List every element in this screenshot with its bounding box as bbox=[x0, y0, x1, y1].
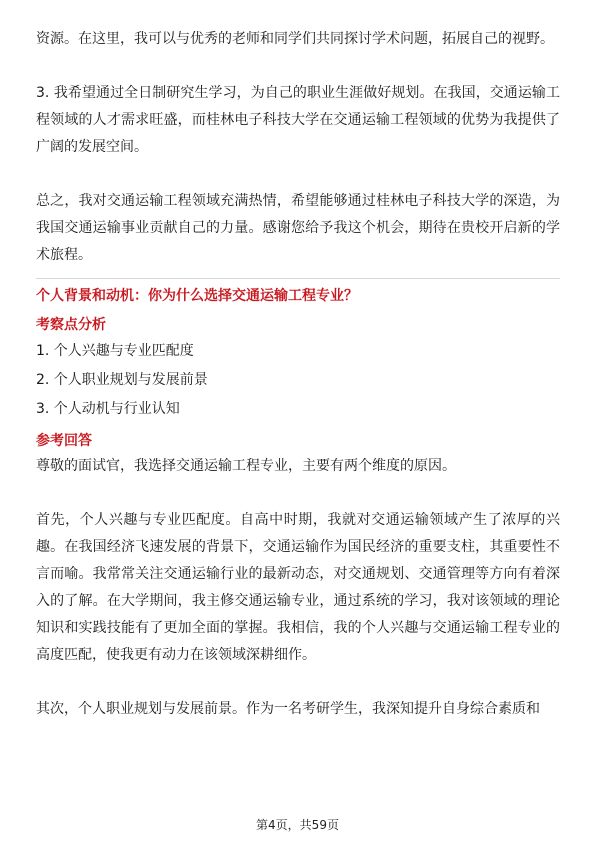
paragraph-conclusion: 总之，我对交通运输工程领域充满热情，希望能够通过桂林电子科技大学的深造，为我国交通运输事业贡献自己的力量。感谢您给予我这个机会，期待在贵校开启新的学术旅程。 bbox=[36, 193, 560, 263]
answer-heading: 参考回答 bbox=[36, 433, 92, 449]
paragraph-resources: 资源。在这里，我可以与优秀的老师和同学们共同探讨学术问题，拓展自己的视野。 bbox=[36, 31, 554, 47]
page-content bbox=[36, 26, 560, 723]
analysis-point: 1. 个人兴趣与专业匹配度 bbox=[36, 343, 194, 359]
analysis-heading: 考察点分析 bbox=[36, 317, 106, 333]
answer-paragraph-interest: 首先，个人兴趣与专业匹配度。自高中时期，我就对交通运输领域产生了浓厚的兴趣。在我国经济飞速发展的背景下，交通运输作为国民经济的重要支柱，其重要性不言而喻。我常常关注交通运输行业的最新动态，对交通规划、交通管理等方向有着深入的了解。在大学期间，我主修交通运输专业，通过系统的学习，我对该领域的理论知识和实践技能有了更加全面的掌握。我相信，我的个人兴趣与交通运输工程专业的高度匹配，使我更有动力在该领域深耕细作。 bbox=[36, 512, 560, 663]
answer-greeting: 尊敬的面试官，我选择交通运输工程专业，主要有两个维度的原因。 bbox=[36, 458, 456, 474]
paragraph-career-plan: 3. 我希望通过全日制研究生学习，为自己的职业生涯做好规划。在我国，交通运输工程领域的人才需求旺盛，而桂林电子科技大学在交通运输工程领域的优势为我提供了广阔的发展空间。 bbox=[36, 85, 560, 155]
page-number: 第4页，共59页 bbox=[256, 818, 339, 832]
answer-paragraph-career: 其次，个人职业规划与发展前景。作为一名考研学生，我深知提升自身综合素质和 bbox=[36, 701, 540, 717]
analysis-point: 2. 个人职业规划与发展前景 bbox=[36, 372, 208, 388]
analysis-point: 3. 个人动机与行业认知 bbox=[36, 401, 180, 417]
section-divider bbox=[36, 278, 560, 279]
interview-question: 个人背景和动机：你为什么选择交通运输工程专业？ bbox=[36, 288, 358, 304]
